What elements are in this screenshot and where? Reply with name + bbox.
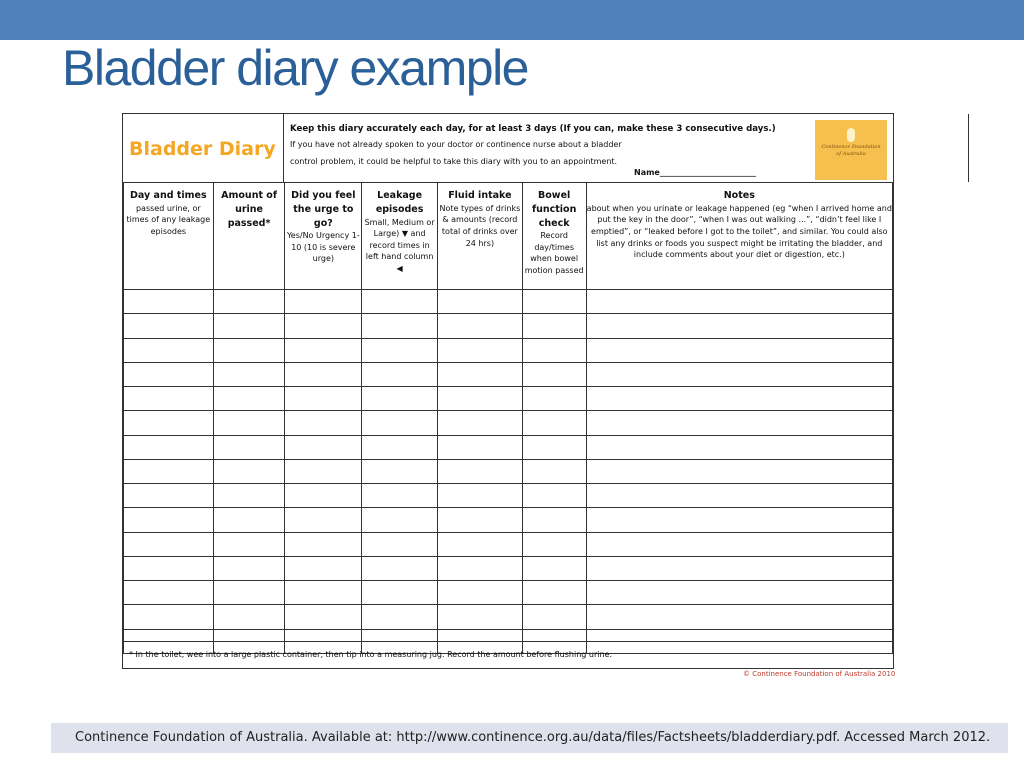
table-cell — [522, 411, 586, 435]
table-cell — [362, 484, 438, 508]
table-cell — [124, 435, 214, 459]
table-cell — [362, 411, 438, 435]
table-cell — [362, 387, 438, 411]
table-cell — [438, 338, 523, 362]
column-header-amount-of-urine: Amount of urine passed* — [213, 183, 285, 290]
table-row — [124, 459, 893, 483]
table-cell — [213, 338, 285, 362]
table-cell — [213, 411, 285, 435]
table-cell — [362, 435, 438, 459]
table-cell — [362, 532, 438, 556]
table-cell — [438, 290, 523, 314]
table-cell — [586, 459, 892, 483]
table-cell — [285, 581, 362, 605]
continence-foundation-logo — [815, 120, 887, 180]
table-row — [124, 387, 893, 411]
table-cell — [586, 314, 892, 338]
bladder-diary-form — [122, 113, 894, 669]
table-cell — [124, 314, 214, 338]
table-cell — [438, 508, 523, 532]
table-cell — [285, 314, 362, 338]
table-cell — [213, 459, 285, 483]
table-cell — [285, 459, 362, 483]
table-cell — [522, 290, 586, 314]
top-accent-bar — [0, 0, 1024, 40]
table-cell — [362, 508, 438, 532]
table-cell — [522, 338, 586, 362]
table-cell — [362, 581, 438, 605]
table-cell — [522, 605, 586, 629]
table-cell — [285, 605, 362, 629]
table-cell — [213, 581, 285, 605]
slide-title: Bladder diary example — [62, 40, 528, 96]
table-cell — [285, 387, 362, 411]
logo-figure-icon — [847, 128, 855, 142]
citation-bar: Continence Foundation of Australia. Available at: http://www.continence.org.au/data/files/Factsheets/bladderdiary.pdf. Accessed March 2012. — [51, 723, 1008, 753]
table-cell — [285, 508, 362, 532]
column-header-fluid-intake: Fluid intake Note types of drinks & amounts (record total of drinks over 24 hrs) — [438, 183, 523, 290]
table-cell — [362, 338, 438, 362]
table-cell — [522, 556, 586, 580]
table-cell — [522, 484, 586, 508]
table-cell — [362, 314, 438, 338]
footnote-text: * In the toilet, wee into a large plastic container, then tip into a measuring jug. Record the amount before flushing urine. — [129, 650, 613, 659]
table-row — [124, 581, 893, 605]
column-header-notes: Notes about when you urinate or leakage happened (eg “when I arrived home and put the key in the door”, “when I was out walking ...”, “didn’t feel like I emptied”, or “leaked before I got to the toilet”, and similar. You could also list any drinks or foods you suspect might be irritating the bladder, and include comments about your diet or digestion, etc.) — [586, 183, 892, 290]
copyright-notice: © Continence Foundation of Australia 2010 — [743, 670, 896, 678]
table-cell — [362, 290, 438, 314]
instruction-line-3: control problem, it could be helpful to take this diary with you to an appointment. — [290, 157, 618, 166]
name-field-label: Name________________________ — [634, 168, 756, 177]
diary-header — [123, 114, 893, 183]
table-row — [124, 605, 893, 629]
instruction-line-2: If you have not already spoken to your doctor or continence nurse about a bladder — [290, 140, 622, 149]
table-cell — [438, 435, 523, 459]
table-cell — [124, 411, 214, 435]
table-cell — [522, 532, 586, 556]
table-row — [124, 290, 893, 314]
table-cell — [124, 362, 214, 386]
diary-title: Bladder Diary — [129, 138, 276, 160]
table-cell — [213, 605, 285, 629]
table-cell — [124, 290, 214, 314]
table-cell — [586, 338, 892, 362]
table-cell — [213, 508, 285, 532]
table-cell — [522, 508, 586, 532]
table-cell — [586, 508, 892, 532]
table-cell — [213, 532, 285, 556]
table-cell — [438, 411, 523, 435]
table-row — [124, 556, 893, 580]
table-cell — [438, 459, 523, 483]
table-cell — [213, 556, 285, 580]
table-cell — [213, 314, 285, 338]
column-header-bowel-function: Bowel function check Record day/times when bowel motion passed — [522, 183, 586, 290]
table-cell — [213, 290, 285, 314]
footnote — [123, 641, 893, 668]
table-row — [124, 362, 893, 386]
table-cell — [522, 387, 586, 411]
table-cell — [586, 532, 892, 556]
table-cell — [213, 484, 285, 508]
table-cell — [285, 532, 362, 556]
table-row — [124, 484, 893, 508]
table-cell — [213, 362, 285, 386]
column-header-urge: Did you feel the urge to go? Yes/No Urgency 1-10 (10 is severe urge) — [285, 183, 362, 290]
table-cell — [522, 435, 586, 459]
table-cell — [124, 605, 214, 629]
table-cell — [522, 459, 586, 483]
table-cell — [213, 387, 285, 411]
logo-text: Continence Foundation of Australia — [821, 144, 881, 157]
table-cell — [285, 484, 362, 508]
table-cell — [438, 484, 523, 508]
table-cell — [285, 362, 362, 386]
table-row — [124, 532, 893, 556]
table-cell — [522, 362, 586, 386]
table-cell — [124, 581, 214, 605]
table-cell — [124, 556, 214, 580]
table-cell — [213, 435, 285, 459]
table-cell — [586, 435, 892, 459]
table-row — [124, 411, 893, 435]
table-cell — [438, 581, 523, 605]
instruction-line-1: Keep this diary accurately each day, for at least 3 days (If you can, make these 3 consecutive days.) — [290, 124, 776, 134]
table-cell — [438, 532, 523, 556]
table-cell — [438, 362, 523, 386]
table-cell — [586, 290, 892, 314]
table-row — [124, 314, 893, 338]
table-cell — [285, 556, 362, 580]
table-cell — [438, 605, 523, 629]
table-cell — [124, 532, 214, 556]
table-cell — [586, 411, 892, 435]
diary-table — [123, 182, 893, 654]
table-cell — [586, 484, 892, 508]
table-cell — [586, 556, 892, 580]
table-cell — [438, 314, 523, 338]
table-cell — [586, 362, 892, 386]
table-cell — [362, 605, 438, 629]
table-row — [124, 508, 893, 532]
table-cell — [285, 290, 362, 314]
table-cell — [586, 605, 892, 629]
table-cell — [124, 338, 214, 362]
diary-rows — [124, 290, 893, 654]
table-cell — [124, 484, 214, 508]
table-cell — [124, 508, 214, 532]
table-cell — [522, 314, 586, 338]
table-row — [124, 435, 893, 459]
table-cell — [124, 459, 214, 483]
table-cell — [362, 459, 438, 483]
table-row — [124, 338, 893, 362]
table-cell — [285, 435, 362, 459]
table-cell — [362, 362, 438, 386]
table-cell — [438, 556, 523, 580]
table-cell — [586, 387, 892, 411]
table-cell — [285, 411, 362, 435]
column-header-leakage: Leakage episodes Small, Medium or Large) ▼ and record times in left hand column ◀ — [362, 183, 438, 290]
table-cell — [522, 581, 586, 605]
table-cell — [362, 556, 438, 580]
table-cell — [285, 338, 362, 362]
column-header-day-and-times: Day and times passed urine, or times of any leakage episodes — [124, 183, 214, 290]
table-cell — [438, 387, 523, 411]
table-cell — [586, 581, 892, 605]
table-cell — [124, 387, 214, 411]
